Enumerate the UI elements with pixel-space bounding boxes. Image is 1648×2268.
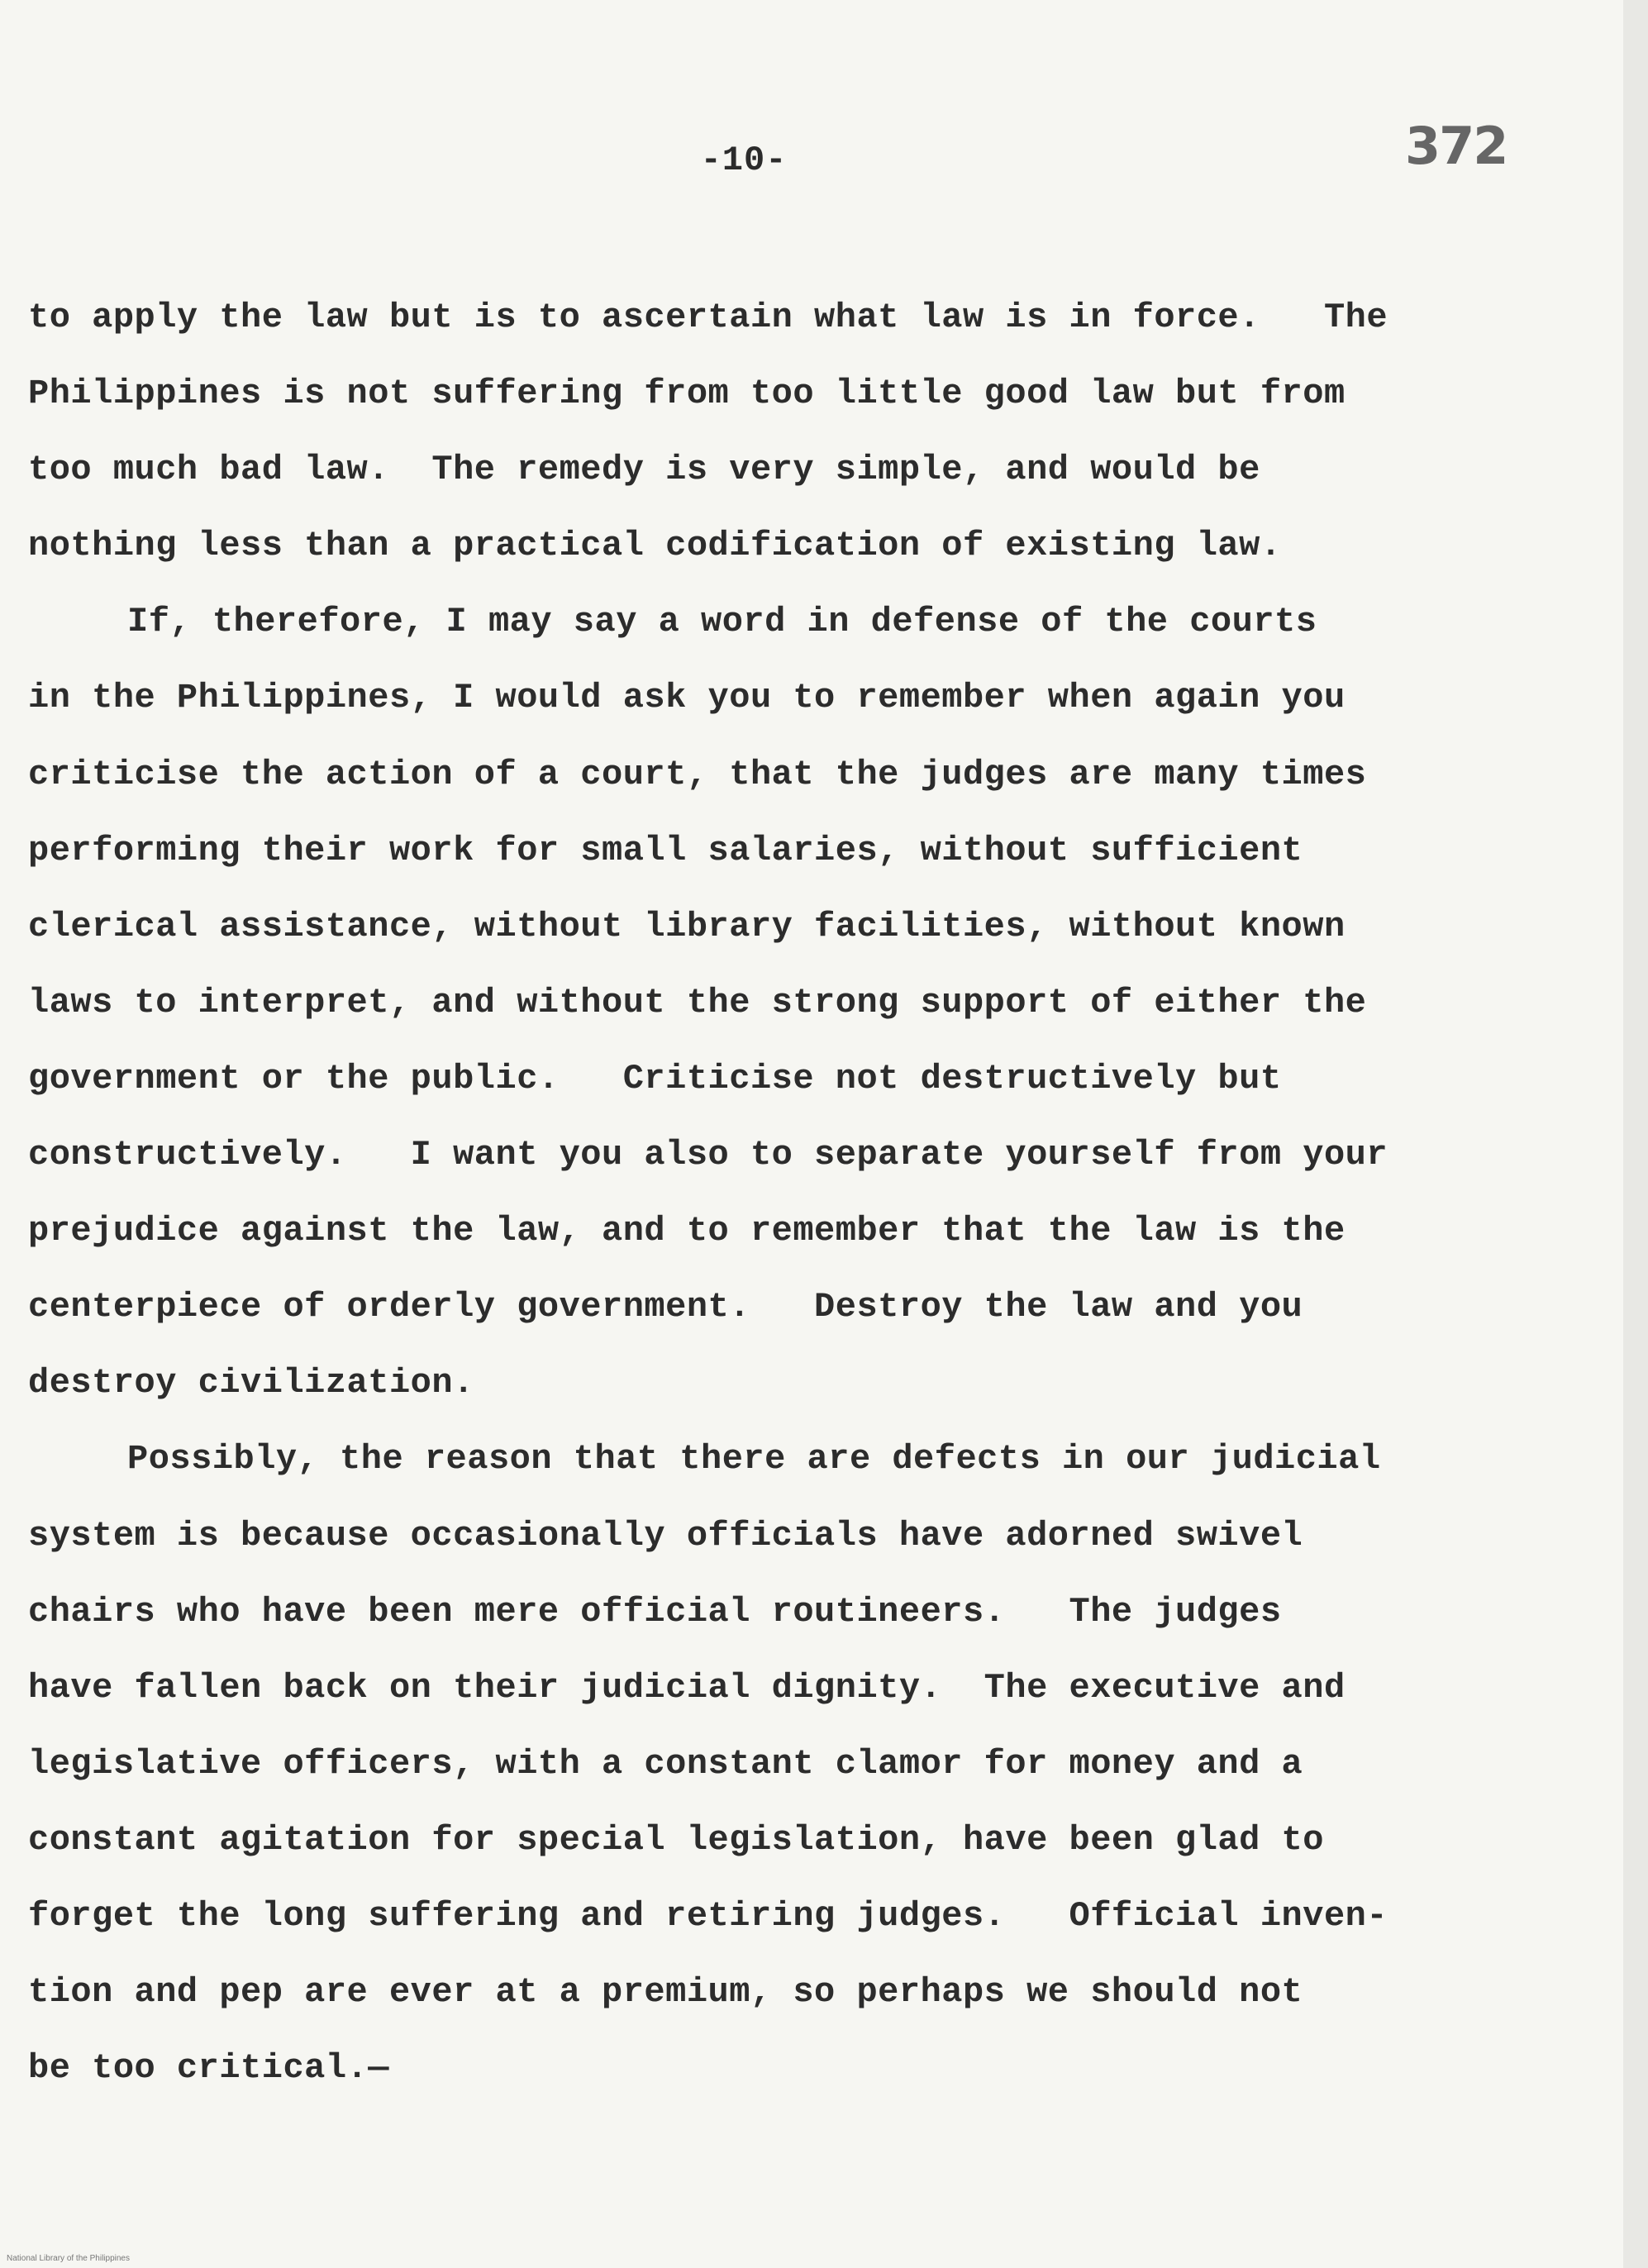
text-line: be too critical.— (28, 2048, 389, 2089)
typed-text-body (28, 279, 1615, 2106)
text-line: system is because occasionally officials have adorned swivel (28, 1515, 1303, 1556)
text-line: legislative officers, with a constant clamor for money and a (28, 1743, 1303, 1784)
text-line: in the Philippines, I would ask you to remember when again you (28, 678, 1346, 718)
text-line: destroy civilization. (28, 1363, 474, 1403)
paragraph-first-line: Possibly, the reason that there are defects in our judicial (127, 1439, 1381, 1479)
text-line: Philippines is not suffering from too little good law but from (28, 374, 1346, 414)
text-line: forget the long suffering and retiring judges. Official inven- (28, 1895, 1388, 1936)
text-line: clerical assistance, without library facilities, without known (28, 906, 1346, 946)
paragraph-first-line: If, therefore, I may say a word in defense of the courts (127, 602, 1317, 642)
scan-edge-shadow (1623, 0, 1648, 2268)
text-line: to apply the law but is to ascertain what law is in force. The (28, 298, 1388, 337)
text-line: nothing less than a practical codification of existing law. (28, 526, 1282, 566)
text-line: have fallen back on their judicial dignity. The executive and (28, 1667, 1346, 1708)
text-line: government or the public. Criticise not destructively but (28, 1058, 1282, 1098)
page-number: -10- (700, 141, 788, 180)
text-line: laws to interpret, and without the strong support of either the (28, 982, 1367, 1022)
text-line: prejudice against the law, and to remember that the law is the (28, 1211, 1346, 1251)
text-line: performing their work for small salaries, without sufficient (28, 830, 1303, 870)
text-line: constructively. I want you also to separate yourself from your (28, 1135, 1388, 1175)
text-line: criticise the action of a court, that the judges are many times (28, 754, 1367, 794)
text-line: chairs who have been mere official routineers. The judges (28, 1591, 1282, 1632)
text-line: too much bad law. The remedy is very simple, and would be (28, 450, 1260, 490)
text-line: centerpiece of orderly government. Destroy the law and you (28, 1287, 1303, 1327)
text-line: tion and pep are ever at a premium, so perhaps we should not (28, 1972, 1303, 2013)
archive-footer-note: National Library of the Philippines (7, 2254, 130, 2263)
stamped-page-number: 372 (1405, 116, 1507, 176)
text-line: constant agitation for special legislation, have been glad to (28, 1819, 1324, 1860)
